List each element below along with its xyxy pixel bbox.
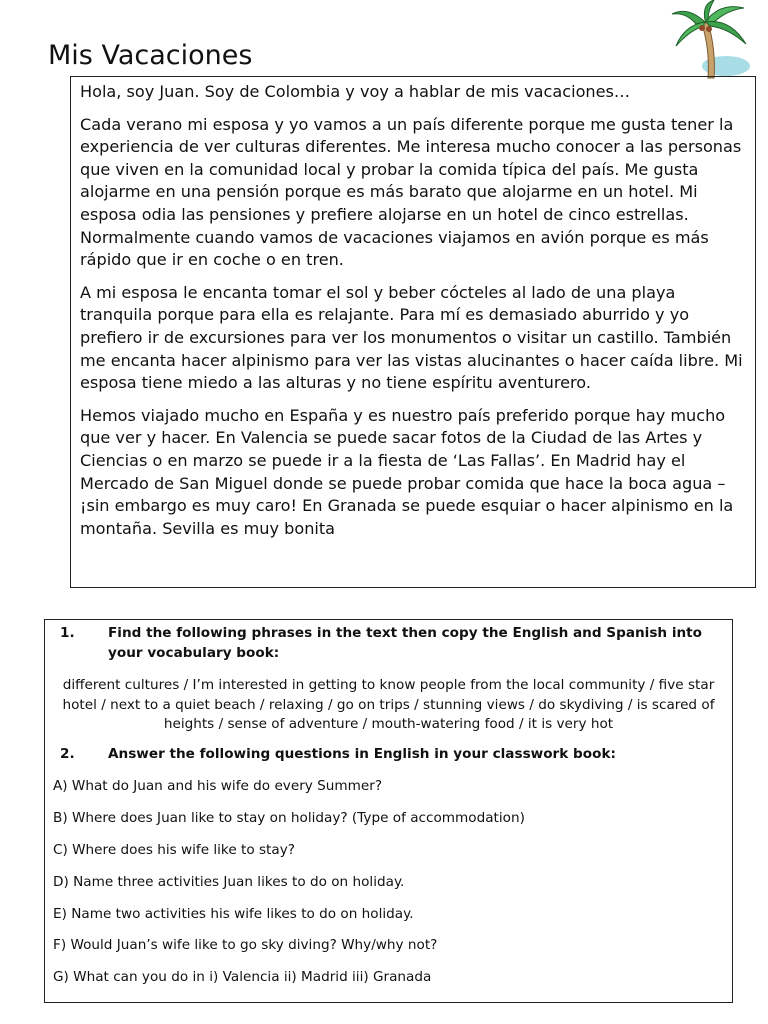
- task-2-number: 2.: [60, 745, 75, 762]
- paragraph-activities: A mi esposa le encanta tomar el sol y beber cócteles al lado de una playa tranquila porque para ella es relajante. Para mí es demasiado aburrido y yo prefiero ir de excursiones para ver los monumentos o visitar un castillo. También me encanta hacer alpinismo para ver las vistas alucinantes o hacer caída libre. Mi esposa tiene miedo a las alturas y no tiene espíritu aventurero.: [80, 282, 743, 393]
- task-2-instruction: Answer the following questions in English in your classwork book:: [108, 745, 616, 762]
- question-g: G) What can you do in i) Valencia ii) Madrid iii) Granada: [53, 969, 432, 986]
- paragraph-spain: Hemos viajado mucho en España y es nuestro país preferido porque hay mucho que ver y hacer. En Valencia se puede sacar fotos de la Ciudad de las Artes y Ciencias o en marzo se puede ir a la fiesta de ‘Las Fallas’. En Madrid hay el Mercado de San Miguel donde se puede probar comida que hace la boca agua – ¡sin embargo es muy caro! En Granada se puede esquiar o hacer alpinismo en la montaña. Sevilla es muy bonita: [80, 405, 734, 538]
- question-d: D) Name three activities Juan likes to do on holiday.: [53, 873, 405, 890]
- question-f: F) Would Juan’s wife like to go sky diving? Why/why not?: [53, 937, 438, 954]
- paragraph-intro: Hola, soy Juan. Soy de Colombia y voy a hablar de mis vacaciones…: [80, 82, 631, 101]
- question-b: B) Where does Juan like to stay on holiday? (Type of accommodation): [53, 809, 525, 826]
- page-title: Mis Vacaciones: [48, 40, 253, 71]
- task-1-number: 1.: [60, 625, 75, 641]
- paragraph-summer: Cada verano mi esposa y yo vamos a un país diferente porque me gusta tener la experiencia de ver culturas diferentes. Me interesa mucho conocer a las personas que viven en la comunidad local y probar la comida típica del país. Me gusta alojarme en una pensión porque es más barato que alojarme en un hotel. Mi esposa odia las pensiones y prefiere alojarse en un hotel de cinco estrellas. Normalmente cuando vamos de vacaciones viajamos en avión porque es más rápido que ir en coche o en tren.: [80, 114, 742, 270]
- reading-text-box: [70, 76, 756, 588]
- exercises-box: [44, 619, 733, 1003]
- task-2-heading: [53, 745, 724, 765]
- task-1-instruction: Find the following phrases in the text then copy the English and Spanish into your vocabulary book:: [108, 625, 703, 661]
- vocabulary-phrases: different cultures / I’m interested in getting to know people from the local community / five star hotel / next to a quiet beach / relaxing / go on trips / stunning views / do skydiving / is scared of heights / sense of adventure / mouth-watering food / it is very hot: [62, 677, 715, 732]
- task-1-heading: [53, 624, 724, 663]
- question-c: C) Where does his wife like to stay?: [53, 841, 295, 858]
- palm-tree-icon: [668, 0, 768, 80]
- question-e: E) Name two activities his wife likes to do on holiday.: [53, 905, 414, 922]
- question-a: A) What do Juan and his wife do every Summer?: [53, 778, 383, 794]
